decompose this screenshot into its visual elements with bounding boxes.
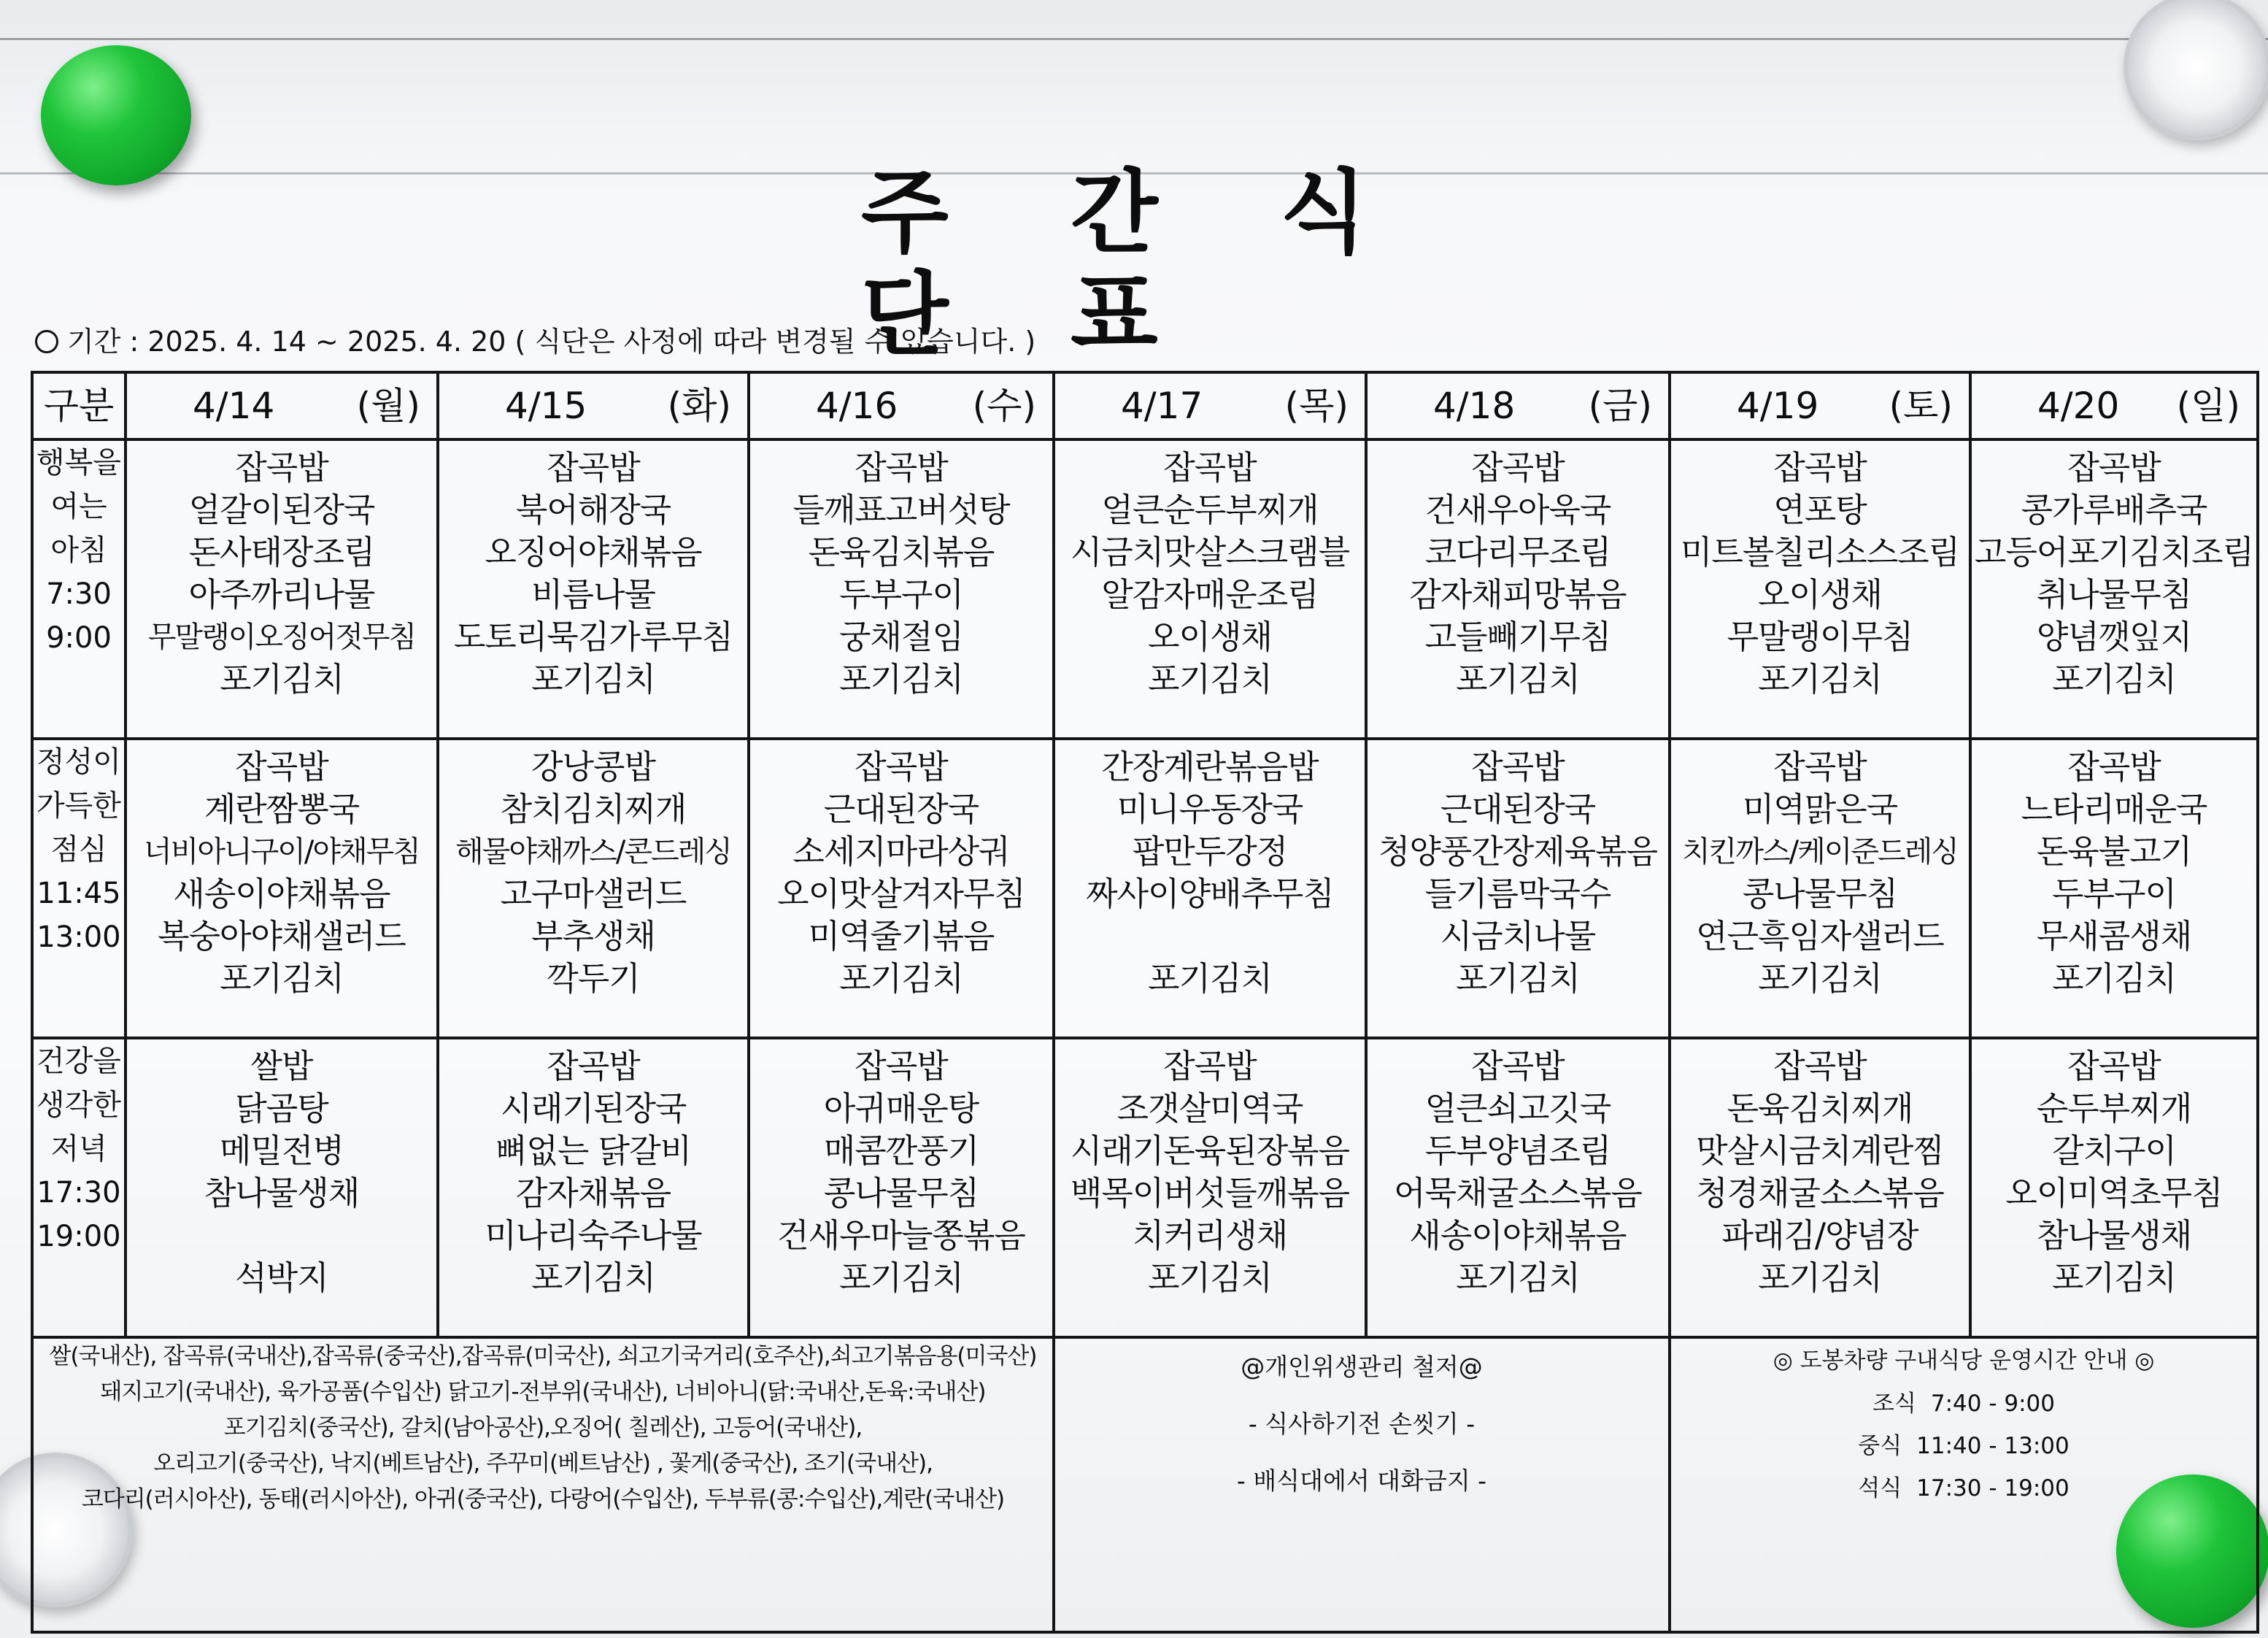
day-date: 4/16 (816, 385, 898, 427)
day-header (1054, 372, 1366, 439)
menu-item: 감자채볶음 (515, 1174, 671, 1212)
menu-item: 어묵채굴소스볶음 (1394, 1174, 1642, 1212)
menu-item: 얼갈이된장국 (188, 491, 375, 529)
origin-line: 오리고기(중국산), 낙지(베트남산), 주꾸미(베트남산) , 꽃게(중국산), 조기(국내산), (153, 1450, 933, 1477)
menu-item: 고구마샐러드 (500, 874, 687, 913)
menu-item: 뼈없는 닭갈비 (495, 1131, 692, 1170)
page-title: 주 간 식 단 표 (861, 161, 1413, 368)
menu-item: 청양풍간장제육볶음 (1378, 832, 1658, 871)
menu-item: 미트볼칠리소스조림 (1680, 533, 1960, 572)
menu-item: 콩나물무침 (1742, 874, 1898, 913)
hours-row (1671, 1467, 2256, 1510)
menu-item: 근대된장국 (823, 790, 979, 828)
menu-items (127, 441, 436, 701)
menu-item: 돈사태장조림 (188, 533, 375, 572)
menu-item: 부추생채 (531, 917, 655, 956)
menu-item: 얼큰쇠고깃국 (1424, 1089, 1611, 1128)
menu-item: 쌀밥 (250, 1047, 313, 1085)
menu-item: 느타리매운국 (2021, 790, 2207, 828)
menu-items (127, 740, 436, 1000)
hours-time: 17:30 - 19:00 (1916, 1475, 2070, 1502)
menu-item: 잡곡밥 (547, 1047, 640, 1085)
menu-item: 참치김치찌개 (500, 790, 687, 828)
meal-label-line: 생각한 (36, 1088, 121, 1122)
origin-line: 포기김치(중국산), 갈치(남아공산),오징어( 칠레산), 고등어(국내산), (223, 1415, 863, 1441)
meal-label-line: 19:00 (36, 1220, 121, 1253)
menu-cell (1970, 739, 2258, 1038)
green-magnet (41, 45, 191, 185)
meal-label-line: 13:00 (36, 920, 121, 954)
menu-items (750, 441, 1052, 701)
hygiene-line: - 식사하기전 손씻기 - (1248, 1410, 1476, 1438)
menu-item: 미역줄기볶음 (808, 917, 995, 956)
meal-label-line: 행복을 (36, 446, 121, 480)
menu-item: 두부구이 (839, 575, 963, 614)
menu-cell (1670, 1038, 1970, 1337)
menu-item: 건새우아욱국 (1424, 491, 1611, 529)
menu-item: 짜사이양배추무침 (1086, 874, 1334, 913)
menu-item: 연근흑임자샐러드 (1696, 917, 1944, 956)
menu-item: 잡곡밥 (547, 448, 640, 487)
menu-cell (126, 1038, 438, 1337)
menu-item: 잡곡밥 (1471, 448, 1565, 487)
operating-hours (1670, 1337, 2258, 1632)
menu-item: 무새콤생채 (2036, 917, 2192, 956)
hygiene-notice (1054, 1337, 1670, 1632)
menu-item: 잡곡밥 (1773, 1047, 1867, 1085)
menu-item: 잡곡밥 (2067, 448, 2161, 487)
menu-item: 도토리묵김가루무침 (453, 618, 733, 656)
menu-item: 잡곡밥 (2067, 747, 2161, 786)
menu-item: 새송이야채볶음 (1409, 1216, 1627, 1255)
menu-item: 닭곰탕 (235, 1089, 328, 1128)
menu-item: 매콤깐풍기 (823, 1131, 979, 1170)
clear-magnet (2124, 0, 2268, 140)
menu-item: 두부양념조림 (1424, 1131, 1611, 1170)
origin-line: 쌀(국내산), 잡곡류(국내산),잡곡류(중국산),잡곡류(미국산), 쇠고기국거리(호주산),쇠고기볶음용(미국산) (49, 1343, 1037, 1369)
menu-items (439, 1039, 747, 1299)
meal-label-line: 점심 (50, 833, 107, 866)
menu-item: 깍두기 (547, 959, 640, 998)
menu-item: 오징어야채볶음 (485, 533, 702, 572)
period-text: 기간 : 2025. 4. 14 ~ 2025. 4. 20 ( 식단은 사정에 따라 변경될 수 있습니다. ) (67, 326, 1036, 358)
menu-item: 들깨표고버섯탕 (792, 491, 1010, 529)
menu-items (750, 1039, 1052, 1299)
menu-item: 포기김치 (2052, 660, 2176, 699)
hours-time: 11:40 - 13:00 (1916, 1433, 2070, 1459)
menu-items (1671, 441, 1969, 701)
menu-item: 오이생채 (1758, 575, 1882, 614)
period-notice (35, 321, 1035, 362)
menu-item: 소세지마라상궈 (792, 832, 1010, 871)
menu-item: 돈육불고기 (2036, 832, 2192, 871)
menu-item: 포기김치 (1758, 1258, 1882, 1297)
menu-item: 오이맛살겨자무침 (777, 874, 1025, 913)
menu-item: 파래김/양념장 (1721, 1216, 1918, 1255)
menu-item: 콩가루배추국 (2021, 491, 2207, 529)
menu-item: 참나물생채 (2036, 1216, 2192, 1255)
menu-item: 참나물생채 (204, 1174, 360, 1212)
menu-cell (1970, 439, 2258, 739)
menu-item: 치킨까스/케이준드레싱 (1682, 835, 1958, 869)
day-of-week: (목) (1284, 385, 1349, 427)
menu-item: 북어해장국 (515, 491, 671, 529)
menu-item: 포기김치 (1148, 1258, 1272, 1297)
day-date: 4/14 (193, 385, 275, 427)
menu-item: 시금치맛살스크램블 (1070, 533, 1350, 572)
menu-item: 잡곡밥 (235, 448, 328, 487)
menu-item: 순두부찌개 (2036, 1089, 2192, 1128)
meal-row-lunch (32, 739, 2258, 1038)
menu-items (127, 1039, 436, 1299)
menu-spacer (1055, 915, 1365, 958)
menu-items (1972, 1039, 2256, 1299)
gubun-header: 구분 (32, 372, 126, 439)
day-of-week: (화) (667, 385, 731, 427)
menu-item: 복숭아야채샐러드 (158, 917, 406, 956)
menu-item: 간장계란볶음밥 (1101, 747, 1319, 786)
menu-item: 포기김치 (220, 959, 344, 998)
menu-item: 시래기돈육된장볶음 (1070, 1131, 1350, 1170)
menu-items (1972, 441, 2256, 701)
menu-item: 잡곡밥 (1773, 448, 1867, 487)
menu-item: 잡곡밥 (1471, 1047, 1565, 1085)
meal-row-dinner (32, 1038, 2258, 1337)
menu-item: 치커리생채 (1132, 1216, 1288, 1255)
menu-item: 포기김치 (1758, 959, 1882, 998)
origin-line: 코다리(러시아산), 동태(러시아산), 아귀(중국산), 다랑어(수입산), 두부류(콩:수입산),계란(국내산) (81, 1486, 1005, 1512)
meal-label-line: 11:45 (36, 877, 121, 910)
day-of-week: (수) (972, 385, 1036, 427)
menu-item: 잡곡밥 (235, 747, 328, 786)
hours-row (1671, 1425, 2256, 1467)
menu-cell (438, 1038, 749, 1337)
hours-row (1671, 1383, 2256, 1425)
paper-fold-line (0, 38, 2268, 40)
menu-cell (1670, 439, 1970, 739)
menu-item: 너비아니구이/야채무침 (144, 835, 420, 869)
hygiene-line: @개인위생관리 철저@ (1241, 1353, 1483, 1381)
hours-title: ◎ 도봉차량 구내식당 운영시간 안내 ◎ (1773, 1347, 2155, 1374)
day-header (1366, 372, 1670, 439)
day-of-week: (토) (1889, 385, 1953, 427)
menu-cell (1054, 1038, 1366, 1337)
menu-item: 포기김치 (839, 660, 963, 699)
day-of-week: (월) (356, 385, 420, 427)
menu-item: 석박지 (235, 1258, 328, 1297)
menu-item: 백목이버섯들깨볶음 (1070, 1174, 1350, 1212)
menu-cell (749, 739, 1054, 1038)
hours-meal: 석식 (1858, 1475, 1902, 1502)
menu-item: 얼큰순두부찌개 (1101, 491, 1319, 529)
menu-item: 포기김치 (839, 959, 963, 998)
menu-item: 아주까리나물 (188, 575, 375, 614)
menu-item: 강낭콩밥 (531, 747, 655, 786)
menu-cell (749, 439, 1054, 739)
menu-item: 궁채절임 (839, 618, 963, 656)
meal-label-line: 7:30 (46, 577, 112, 611)
day-of-week: (금) (1588, 385, 1652, 427)
hygiene-line: - 배식대에서 대화금지 - (1236, 1466, 1487, 1495)
menu-items (1055, 740, 1365, 1000)
menu-item: 오이미역초무침 (2005, 1174, 2223, 1212)
menu-item: 포기김치 (2052, 959, 2176, 998)
menu-items (439, 441, 747, 701)
menu-items (1671, 740, 1969, 1000)
menu-item: 미역맑은국 (1742, 790, 1898, 828)
meal-label-line: 17:30 (36, 1176, 121, 1210)
menu-item: 해물야채까스/콘드레싱 (455, 835, 731, 869)
origin-info (32, 1337, 1054, 1632)
hours-meal: 중식 (1858, 1433, 1902, 1459)
day-date: 4/19 (1737, 385, 1819, 427)
menu-items (1671, 1039, 1969, 1299)
menu-cell (1054, 739, 1366, 1038)
meal-label-line: 9:00 (46, 621, 112, 655)
menu-item: 새송이야채볶음 (173, 874, 390, 913)
menu-cell (749, 1038, 1054, 1337)
menu-cell (1366, 439, 1670, 739)
meal-label-line: 건강을 (36, 1045, 121, 1078)
day-header (1670, 372, 1970, 439)
menu-item: 잡곡밥 (1471, 747, 1565, 786)
menu-item: 미니우동장국 (1116, 790, 1303, 828)
menu-item: 계란짬뽕국 (204, 790, 360, 828)
hours-time: 7:40 - 9:00 (1930, 1391, 2055, 1417)
day-date: 4/18 (1433, 385, 1516, 427)
day-of-week: (일) (2176, 385, 2240, 427)
menu-item: 돈육김치볶음 (808, 533, 995, 572)
menu-items (750, 740, 1052, 1000)
menu-item: 취나물무침 (2036, 575, 2192, 614)
meal-label (32, 439, 126, 739)
menu-items (1972, 740, 2256, 1000)
menu-cell (1366, 1038, 1670, 1337)
meal-row-breakfast (32, 439, 2258, 739)
day-date: 4/15 (505, 385, 587, 427)
menu-item: 무말랭이오징어젓무침 (147, 620, 416, 654)
menu-item: 알감자매운조림 (1101, 575, 1319, 614)
day-header (749, 372, 1054, 439)
menu-item: 포기김치 (1456, 1258, 1580, 1297)
menu-items (1368, 740, 1668, 1000)
menu-cell (1366, 739, 1670, 1038)
menu-item: 맛살시금치계란찜 (1696, 1131, 1944, 1170)
menu-item: 콩나물무침 (823, 1174, 979, 1212)
menu-cell (438, 739, 749, 1038)
meal-label-line: 여는 (50, 490, 107, 523)
menu-item: 시금치나물 (1440, 917, 1596, 956)
menu-cell (126, 739, 438, 1038)
menu-items (1055, 1039, 1365, 1299)
menu-item: 코다리무조림 (1424, 533, 1611, 572)
meal-label-line: 저녁 (50, 1132, 107, 1166)
menu-item: 미나리숙주나물 (485, 1216, 702, 1255)
menu-item: 잡곡밥 (1163, 1047, 1257, 1085)
meal-label (32, 739, 126, 1038)
menu-cell (1970, 1038, 2258, 1337)
hours-meal: 조식 (1872, 1391, 1916, 1417)
menu-item: 조갯살미역국 (1116, 1089, 1303, 1128)
day-date: 4/17 (1121, 385, 1203, 427)
menu-item: 시래기된장국 (500, 1089, 687, 1128)
menu-item: 근대된장국 (1440, 790, 1596, 828)
menu-items (1368, 1039, 1668, 1299)
menu-item: 무말랭이무침 (1727, 618, 1913, 656)
menu-item: 포기김치 (1456, 959, 1580, 998)
meal-label (32, 1038, 126, 1337)
menu-item: 아귀매운탕 (823, 1089, 979, 1128)
menu-item: 잡곡밥 (1773, 747, 1867, 786)
menu-items (1055, 441, 1365, 701)
menu-item: 포기김치 (2052, 1258, 2176, 1297)
menu-item: 잡곡밥 (1163, 448, 1257, 487)
menu-item: 건새우마늘쫑볶음 (777, 1216, 1025, 1255)
menu-item: 포기김치 (531, 660, 655, 699)
menu-item: 감자채피망볶음 (1409, 575, 1627, 614)
menu-item: 양념깻잎지 (2036, 618, 2192, 656)
menu-items (439, 740, 747, 1000)
menu-item: 들기름막국수 (1424, 874, 1611, 913)
menu-items (1368, 441, 1668, 701)
menu-item: 메밀전병 (220, 1131, 344, 1170)
menu-item: 포기김치 (220, 660, 344, 699)
menu-item: 포기김치 (531, 1258, 655, 1297)
menu-item: 두부구이 (2052, 874, 2176, 913)
menu-item: 포기김치 (1758, 660, 1882, 699)
menu-item: 포기김치 (1456, 660, 1580, 699)
menu-item: 잡곡밥 (2067, 1047, 2161, 1085)
menu-item: 고들빼기무침 (1424, 618, 1611, 656)
menu-item: 포기김치 (1148, 660, 1272, 699)
meal-label-line: 가득한 (36, 789, 121, 823)
meal-label-line: 정성이 (36, 745, 121, 779)
menu-item: 연포탕 (1773, 491, 1867, 529)
menu-item: 비름나물 (531, 575, 655, 614)
menu-item: 갈치구이 (2052, 1131, 2176, 1170)
menu-spacer (127, 1215, 436, 1257)
menu-item: 포기김치 (839, 1258, 963, 1297)
meal-rows (32, 439, 2258, 1337)
menu-item: 고등어포기김치조림 (1974, 533, 2254, 572)
meal-label-line: 아침 (50, 534, 107, 567)
menu-item: 잡곡밥 (855, 747, 948, 786)
menu-item: 잡곡밥 (855, 1047, 948, 1085)
menu-cell (1670, 739, 1970, 1038)
weekly-menu-table (31, 371, 2259, 1634)
menu-item: 돈육김치찌개 (1727, 1089, 1913, 1128)
menu-item: 팝만두강정 (1132, 832, 1288, 871)
menu-item: 잡곡밥 (855, 448, 948, 487)
header-row (32, 372, 2258, 439)
day-header (438, 372, 749, 439)
menu-cell (126, 439, 438, 739)
menu-cell (438, 439, 749, 739)
origin-line: 돼지고기(국내산), 육가공품(수입산) 닭고기-전부위(국내산), 너비아니(닭:국내산,돈육:국내산) (100, 1379, 986, 1405)
menu-item: 청경채굴소스볶음 (1696, 1174, 1944, 1212)
menu-item: 오이생채 (1148, 618, 1272, 656)
menu-item: 포기김치 (1148, 959, 1272, 998)
footer-row (32, 1337, 2258, 1632)
day-header (1970, 372, 2258, 439)
day-header (126, 372, 438, 439)
circle-icon (35, 330, 58, 353)
day-date: 4/20 (2037, 385, 2120, 427)
menu-cell (1054, 439, 1366, 739)
